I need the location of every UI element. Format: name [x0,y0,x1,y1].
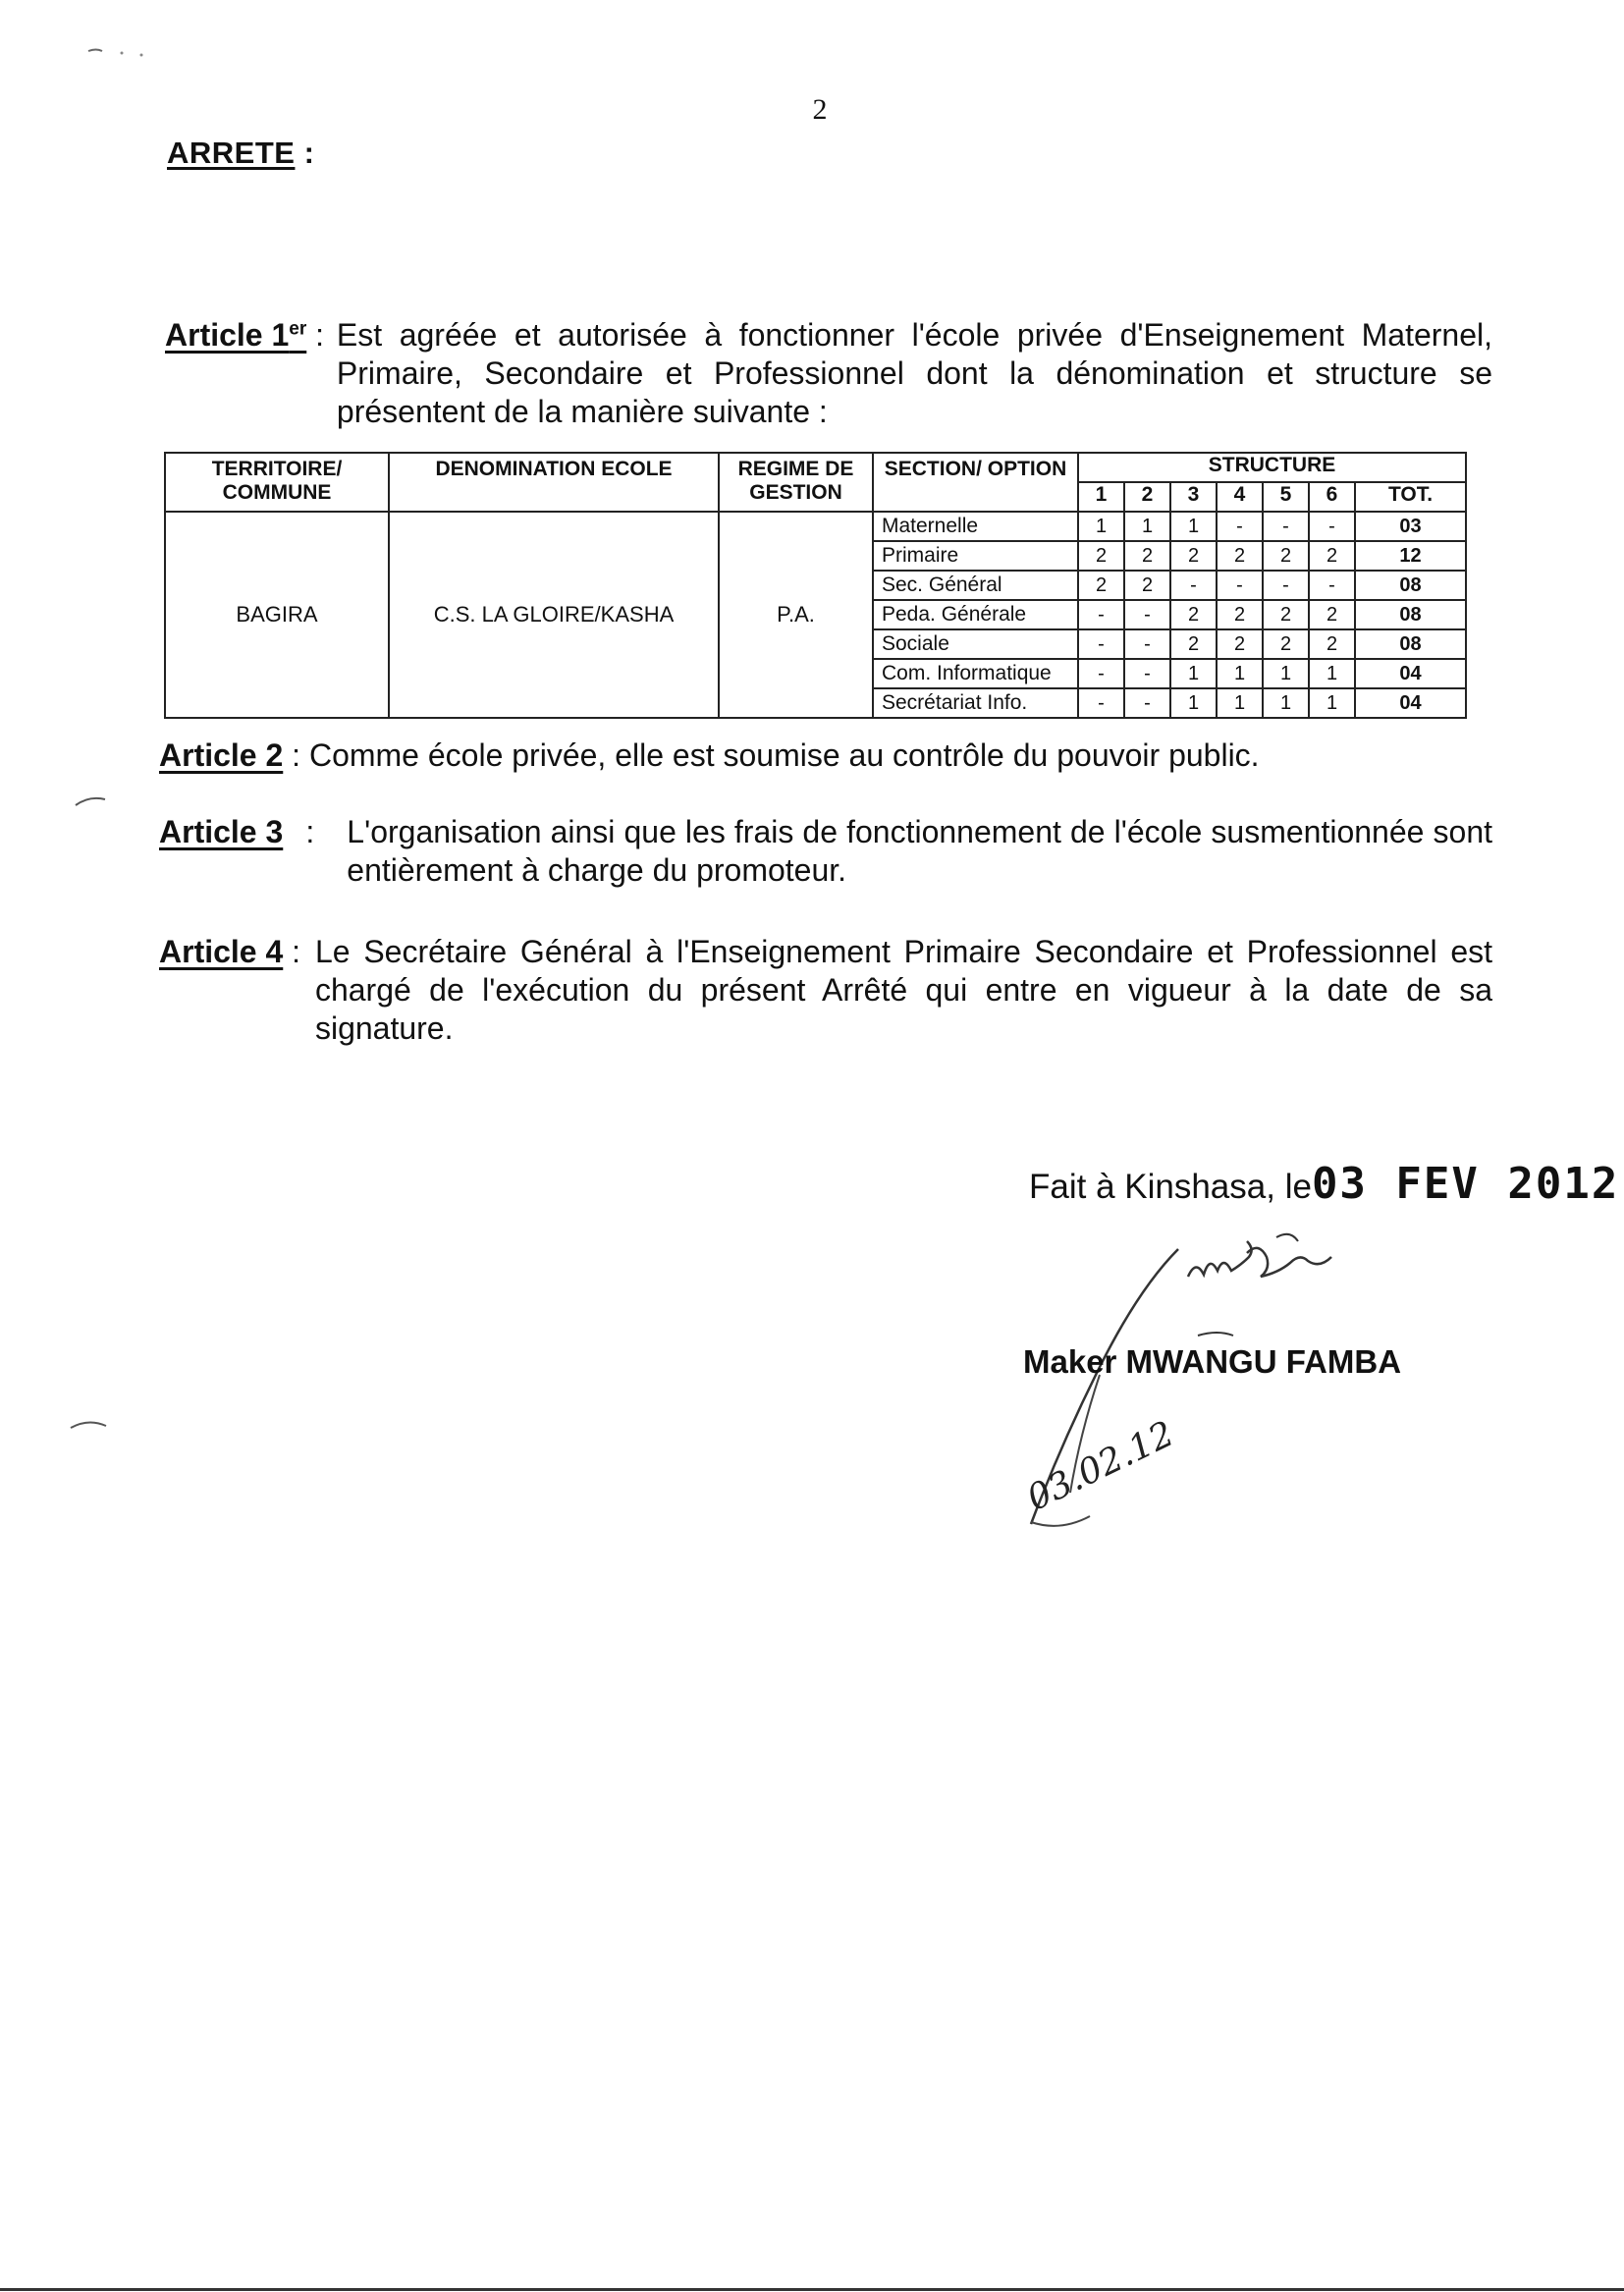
cell-section: Peda. Générale [873,600,1078,629]
cell-section: Maternelle [873,512,1078,541]
cell-year-4: 2 [1217,629,1263,659]
cell-year-2: - [1124,688,1170,718]
decree-heading [167,136,314,171]
cell-year-5: 2 [1263,629,1309,659]
article-2-label [159,737,283,775]
article-1-label [165,316,306,431]
article-1-separator: : [306,317,333,353]
cell-year-5: 1 [1263,688,1309,718]
article-4-label [159,933,283,1048]
header-denomination: DENOMINATION ECOLE [389,453,719,512]
table-row [165,512,1466,541]
article-2 [159,737,1435,775]
header-year-2: 2 [1124,482,1170,512]
cell-year-3: 1 [1170,659,1217,688]
article-4-text: Le Secrétaire Général à l'Enseignement Primaire Secondaire et Professionnel est chargé de l'exécution du présent Arrêté qui entre en vigueur à la date de sa signature. [314,934,1492,1046]
cell-regime: P.A. [719,512,873,718]
cell-tot: 08 [1355,600,1466,629]
cell-year-1: 1 [1078,512,1124,541]
handwritten-date: 03.02.12 [1021,1413,1181,1519]
cell-year-6: 2 [1309,541,1355,571]
article-3-label-text: Article 3 [159,814,284,849]
header-year-1: 1 [1078,482,1124,512]
cell-year-5: - [1263,571,1309,600]
cell-section: Secrétariat Info. [873,688,1078,718]
cell-year-4: 2 [1217,541,1263,571]
school-structure-table [164,452,1467,719]
article-4-separator: : [283,934,309,969]
cell-year-3: 2 [1170,541,1217,571]
article-2-text: Comme école privée, elle est soumise au contrôle du pouvoir public. [308,737,1260,773]
cell-year-1: 2 [1078,571,1124,600]
cell-year-1: 2 [1078,541,1124,571]
article-2-label-text: Article 2 [159,737,284,773]
article-3-separator: : [305,814,315,849]
cell-year-3: 2 [1170,600,1217,629]
article-4 [159,933,1492,1048]
article-3-label [159,813,283,890]
place-and-date [1029,1159,1619,1209]
cell-year-3: 1 [1170,512,1217,541]
cell-year-5: 2 [1263,541,1309,571]
date-stamp: 03 FEV 2012 [1311,1159,1620,1209]
cell-section: Sociale [873,629,1078,659]
scan-specks [79,39,196,69]
article-3 [159,813,1492,890]
article-3-text: L'organisation ainsi que les frais de fonctionnement de l'école susmentionnée sont entièrement à charge du promoteur. [347,814,1492,888]
header-tot: TOT. [1355,482,1466,512]
cell-year-3: - [1170,571,1217,600]
cell-tot: 04 [1355,688,1466,718]
cell-year-6: - [1309,571,1355,600]
cell-year-2: - [1124,629,1170,659]
cell-year-2: 2 [1124,571,1170,600]
cell-year-4: 1 [1217,688,1263,718]
cell-section: Com. Informatique [873,659,1078,688]
cell-year-1: - [1078,659,1124,688]
article-1 [165,316,1492,431]
cell-year-4: 1 [1217,659,1263,688]
cell-year-4: - [1217,571,1263,600]
cell-year-5: - [1263,512,1309,541]
cell-year-3: 1 [1170,688,1217,718]
scan-bottom-edge [0,2288,1624,2291]
cell-year-1: - [1078,600,1124,629]
scan-margin-mark [74,786,113,815]
header-territoire: TERRITOIRE/ COMMUNE [165,453,389,512]
cell-tot: 03 [1355,512,1466,541]
cell-year-6: 2 [1309,629,1355,659]
cell-tot: 04 [1355,659,1466,688]
cell-denomination: C.S. LA GLOIRE/KASHA [389,512,719,718]
cell-year-6: - [1309,512,1355,541]
article-1-label-text: Article 1 [165,317,290,353]
cell-year-6: 1 [1309,659,1355,688]
cell-year-2: - [1124,600,1170,629]
cell-section: Primaire [873,541,1078,571]
article-2-separator: : [283,737,309,773]
cell-year-2: 1 [1124,512,1170,541]
header-structure: STRUCTURE [1078,453,1466,482]
header-year-3: 3 [1170,482,1217,512]
header-section: SECTION/ OPTION [873,453,1078,512]
signatory-name: Maker MWANGU FAMBA [1023,1343,1402,1380]
cell-year-1: - [1078,629,1124,659]
article-4-label-text: Article 4 [159,934,284,969]
cell-year-1: - [1078,688,1124,718]
header-year-4: 4 [1217,482,1263,512]
article-1-label-sup: er [289,318,307,340]
cell-year-5: 2 [1263,600,1309,629]
cell-year-4: - [1217,512,1263,541]
decree-heading-colon: : [295,136,315,170]
page-number: 2 [812,93,828,126]
place-text: Fait à Kinshasa, le [1029,1168,1312,1206]
cell-year-6: 1 [1309,688,1355,718]
cell-tot: 08 [1355,629,1466,659]
cell-territoire: BAGIRA [165,512,389,718]
header-year-5: 5 [1263,482,1309,512]
cell-year-6: 2 [1309,600,1355,629]
cell-year-2: 2 [1124,541,1170,571]
article-1-text: Est agréée et autorisée à fonctionner l'école privée d'Enseignement Maternel, Primaire, Secondaire et Professionnel dont la dénomination et structure se présentent de la manière suivante : [336,317,1492,429]
cell-year-5: 1 [1263,659,1309,688]
scan-margin-mark [69,1414,118,1438]
decree-heading-text: ARRETE [167,136,296,170]
cell-tot: 08 [1355,571,1466,600]
cell-section: Sec. Général [873,571,1078,600]
cell-year-3: 2 [1170,629,1217,659]
cell-year-4: 2 [1217,600,1263,629]
cell-year-2: - [1124,659,1170,688]
cell-tot: 12 [1355,541,1466,571]
header-regime: REGIME DE GESTION [719,453,873,512]
header-year-6: 6 [1309,482,1355,512]
